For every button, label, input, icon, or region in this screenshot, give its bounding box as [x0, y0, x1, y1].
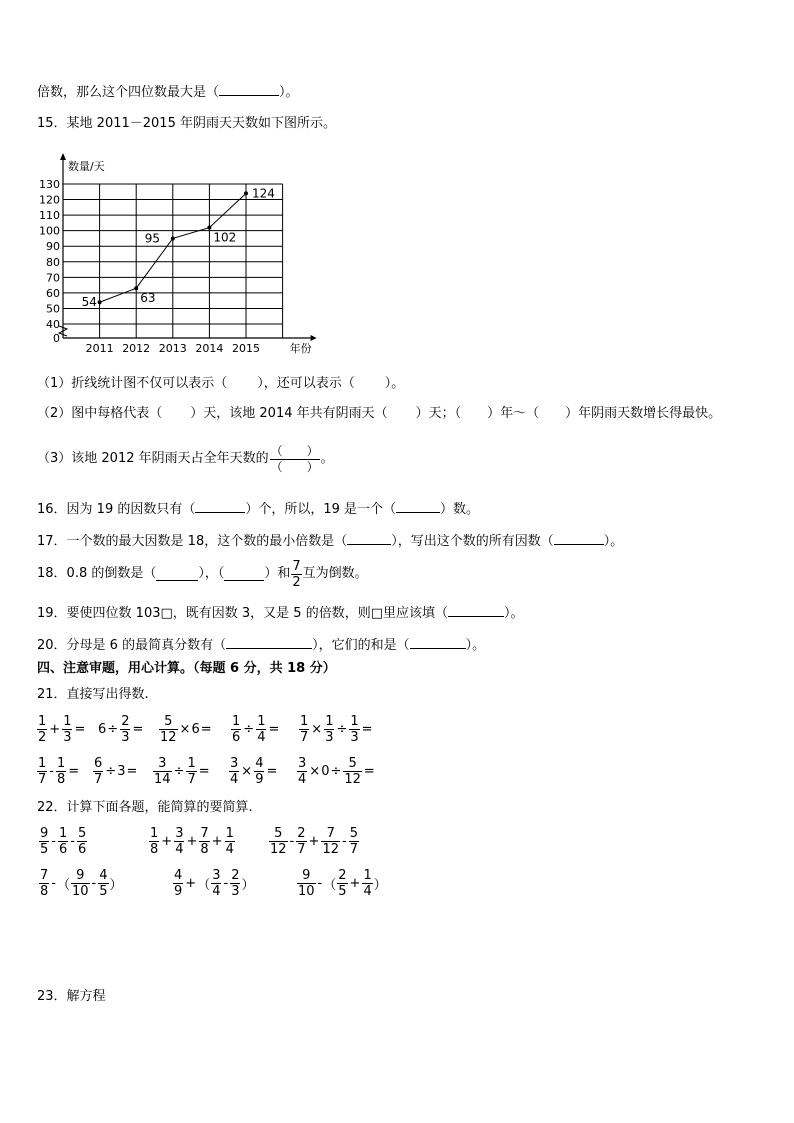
data-label: 102 — [213, 230, 237, 245]
y-tick-label: 110 — [39, 209, 60, 223]
y-tick-label: 90 — [46, 240, 60, 254]
q15-sub2: （2）图中每格代表（ ）天，该地 2014 年共有阴雨天（ ）天；（ ）年～（ ）年阴雨天数增长得最快。 — [37, 406, 722, 421]
data-label: 95 — [144, 231, 161, 246]
q21-expr: $\frac{5}{12}$ × 6 = — [160, 714, 212, 745]
q19: 19．要使四位数 103□，既有因数 3，又是 5 的倍数，则□里应该填（ ）。 — [37, 606, 524, 621]
y-tick-label: 80 — [46, 255, 60, 269]
q21-title: 21．直接写出得数. — [37, 687, 149, 702]
line-chart — [30, 150, 320, 360]
y-tick-label: 50 — [46, 302, 60, 316]
answer-blank[interactable] — [195, 500, 245, 513]
x-tick-label: 2012 — [122, 342, 151, 355]
q22-expr: $\frac{1}{8}$ + $\frac{3}{4}$ + $\frac{7}{8}$ + $\frac{1}{4}$ — [150, 826, 234, 857]
q21-expr: 6 ÷ $\frac{2}{3}$ = — [98, 714, 144, 745]
q15-sub3: （3）该地 2012 年阴雨天占全年天数的 $\frac{( )}{( )}$ 。 — [37, 443, 334, 474]
q22-expr: $\frac{7}{8}$ - （ $\frac{9}{10}$ - $\frac{4}{5}$ ） — [40, 868, 123, 899]
answer-blank[interactable] — [226, 636, 312, 649]
x-tick-label: 2011 — [85, 342, 114, 355]
data-label: 124 — [252, 186, 275, 201]
answer-blank[interactable] — [156, 568, 198, 581]
q15-title: 15．某地 2011－2015 年阴雨天天数如下图所示。 — [37, 116, 336, 131]
section-heading: 四、注意审题，用心计算。（每题 6 分，共 18 分） — [37, 661, 336, 676]
data-point — [244, 191, 248, 195]
answer-blank[interactable] — [396, 500, 440, 513]
q21-expr: $\frac{3}{4}$ × $\frac{4}{9}$ = — [230, 756, 278, 787]
q14-tail: 倍数，那么这个四位数最大是（ ）。 — [37, 85, 299, 100]
y-axis-arrow — [60, 153, 66, 160]
data-label: 63 — [140, 291, 156, 306]
y-tick-label: 70 — [46, 271, 60, 285]
x-axis-arrow — [311, 335, 317, 341]
q21-expr: $\frac{1}{6}$ ÷ $\frac{1}{4}$ = — [232, 714, 280, 745]
x-axis-label: 年份 — [289, 342, 312, 355]
q23-title: 23．解方程 — [37, 989, 106, 1004]
data-point — [98, 300, 102, 304]
q22-expr: $\frac{5}{12}$ - $\frac{2}{7}$ + $\frac{7}{12}$ - $\frac{5}{7}$ — [270, 826, 358, 857]
y-tick-label: 120 — [39, 193, 60, 207]
q22-expr: $\frac{9}{5}$ - $\frac{1}{6}$ - $\frac{5}{6}$ — [40, 826, 87, 857]
answer-blank[interactable] — [448, 604, 504, 617]
q22-expr: $\frac{4}{9}$ + （ $\frac{3}{4}$ - $\frac{2}{3}$ ） — [174, 868, 255, 899]
q21-expr: $\frac{1}{7}$ × $\frac{1}{3}$ ÷ $\frac{1}{3}$ = — [300, 714, 373, 745]
y-tick-label: 60 — [46, 286, 60, 300]
answer-blank[interactable] — [224, 568, 264, 581]
x-tick-label: 2014 — [195, 342, 224, 355]
y-tick-label: 100 — [39, 224, 60, 238]
q21-expr: $\frac{6}{7}$ ÷ 3 = — [94, 756, 138, 787]
answer-fraction[interactable]: $\frac{( )}{( )}$ — [270, 443, 319, 474]
q21-expr: $\frac{3}{4}$ × 0 ÷ $\frac{5}{12}$ = — [298, 756, 375, 787]
y-tick-label: 40 — [46, 318, 60, 331]
y-tick-label: 130 — [39, 178, 60, 191]
answer-blank[interactable] — [554, 532, 604, 545]
data-point — [171, 236, 175, 240]
q17: 17．一个数的最大因数是 18，这个数的最小倍数是（ ），写出这个数的所有因数（ ）。 — [37, 534, 624, 549]
q21-expr: $\frac{3}{14}$ ÷ $\frac{1}{7}$ = — [154, 756, 210, 787]
q15-sub1: （1）折线统计图不仅可以表示（ ），还可以表示（ ）。 — [37, 376, 405, 391]
q20: 20．分母是 6 的最简真分数有（ ），它们的和是（ ）。 — [37, 638, 486, 653]
data-label: 54 — [81, 295, 97, 310]
answer-blank[interactable] — [410, 636, 466, 649]
answer-blank[interactable] — [219, 83, 279, 96]
y-tick-label: 0 — [53, 332, 60, 345]
answer-blank[interactable] — [347, 532, 391, 545]
axis-break — [59, 326, 67, 336]
data-point — [134, 286, 138, 290]
y-axis-label: 数量/天 — [68, 160, 105, 173]
q22-title: 22．计算下面各题，能简算的要简算. — [37, 800, 253, 815]
x-tick-label: 2013 — [158, 342, 187, 355]
q22-expr: $\frac{9}{10}$ - （ $\frac{2}{5}$ + $\frac{1}{4}$ ） — [298, 868, 387, 899]
q21-expr: $\frac{1}{2}$ + $\frac{1}{3}$ = — [38, 714, 86, 745]
q16: 16．因为 19 的因数只有（ ）个，所以，19 是一个（ ）数。 — [37, 502, 480, 517]
q21-expr: $\frac{1}{7}$ - $\frac{1}{8}$ = — [38, 756, 80, 787]
data-point — [207, 226, 211, 230]
x-tick-label: 2015 — [232, 342, 260, 355]
fraction-7-2: $\frac{7}{2}$ — [292, 558, 301, 590]
q18: 18．0.8 的倒数是（ ），（ ）和 $\frac{7}{2}$ 互为倒数。 — [37, 558, 368, 590]
